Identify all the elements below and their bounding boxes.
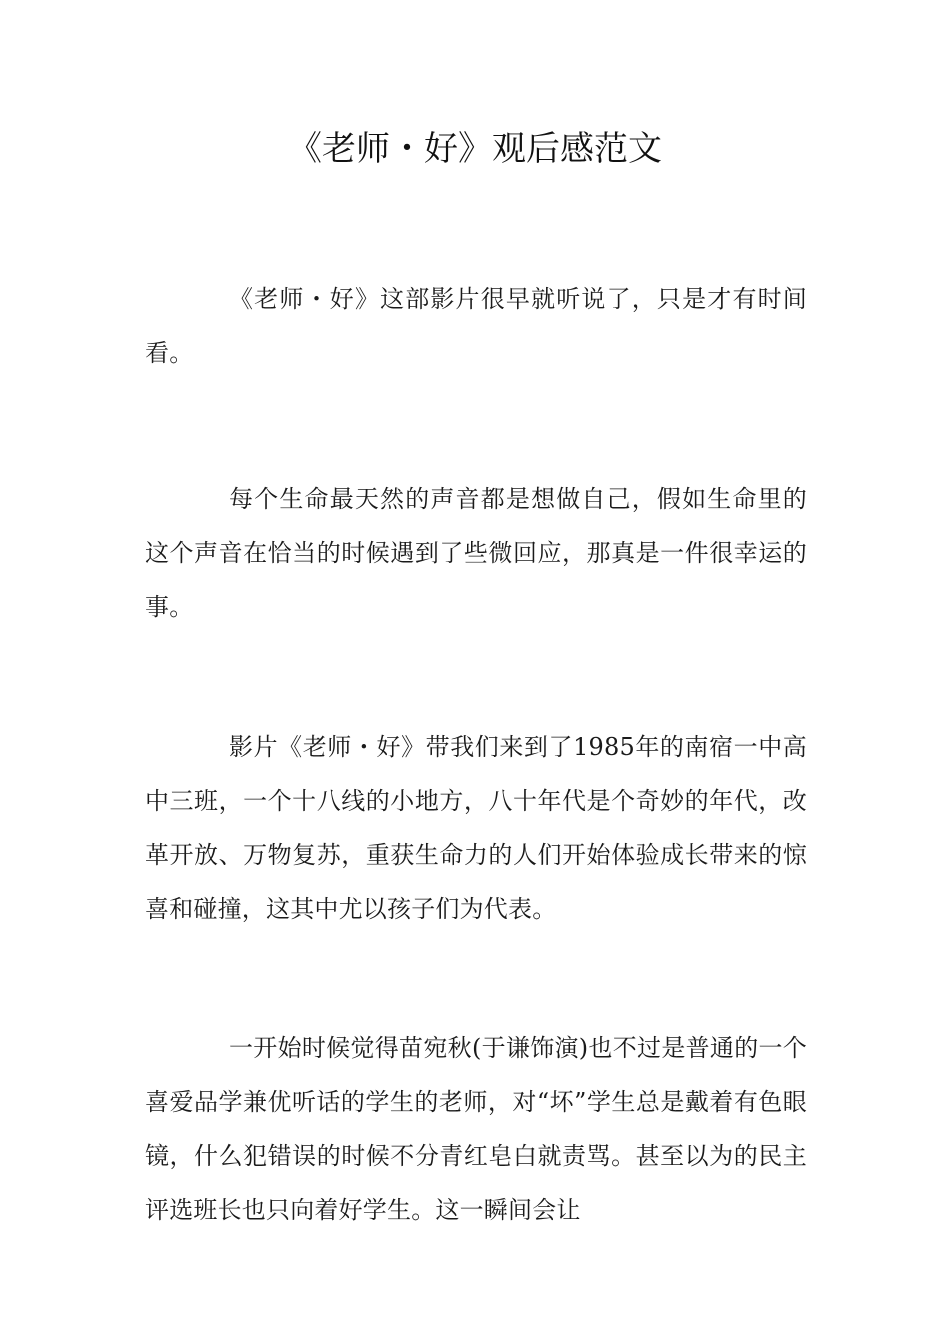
paragraph-1: 《老师・好》这部影片很早就听说了，只是才有时间看。 bbox=[145, 285, 807, 367]
paragraph-4: 一开始时候觉得苗宛秋(于谦饰演)也不过是普通的一个喜爱品学兼优听话的学生的老师，对“坏”学生总是戴着有色眼镜，什么犯错误的时候不分青红皂白就责骂。甚至以为的民主评选班长也只向着好学生。这一瞬间会让 bbox=[145, 1034, 807, 1224]
paragraph-2: 每个生命最天然的声音都是想做自己，假如生命里的这个声音在恰当的时候遇到了些微回应，那真是一件很幸运的事。 bbox=[145, 485, 807, 621]
paragraph-3: 影片《老师・好》带我们来到了1985年的南宿一中高中三班，一个十八线的小地方，八十年代是个奇妙的年代，改革开放、万物复苏，重获生命力的人们开始体验成长带来的惊喜和碰撞，这其中尤以孩子们为代表。 bbox=[145, 733, 807, 923]
document-title: 《老师・好》观后感范文 bbox=[288, 129, 662, 169]
